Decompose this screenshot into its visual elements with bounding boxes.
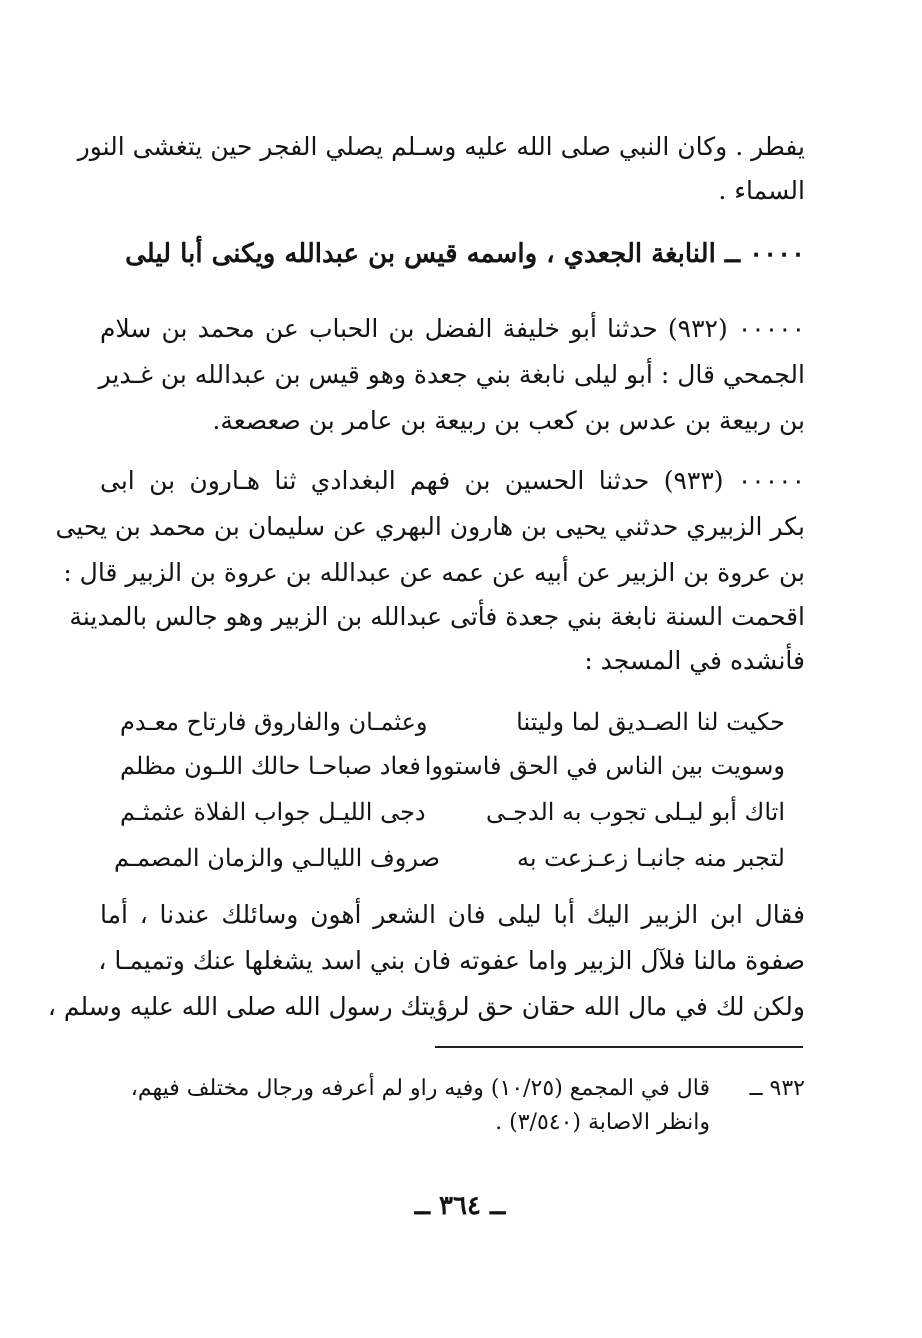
verse-first-hemistich: وسويت بين الناس في الحق فاستووا xyxy=(424,752,785,780)
text-line: صفوة مالنا فلآل الزبير واما عفوته فان بني اسد يشغلها عنك وتميمـا ، xyxy=(98,946,805,975)
text-line: بن ربيعة بن عدس بن كعب بن ربيعة بن عامر بن صعصعة. xyxy=(212,406,805,435)
footnote-line xyxy=(100,1106,805,1140)
footnote-text: وانظر الاصابة (٣/٥٤٠) . xyxy=(495,1110,710,1135)
text-line: ٠٠٠٠٠ (٩٣٢) حدثنا أبو خليفة الفضل بن الحباب عن محمد بن سلام xyxy=(100,314,805,343)
poem-verse xyxy=(120,702,785,742)
footnote-separator xyxy=(435,1046,803,1048)
footnote-line xyxy=(100,1072,805,1106)
text-line: بن عروة بن الزبير عن أبيه عن عمه عن عبدالله بن عروة بن الزبير قال : xyxy=(63,558,805,587)
verse-first-hemistich: حكيت لنا الصـديق لما وليتنا xyxy=(516,708,785,736)
verse-first-hemistich: لتجبر منه جانبـا زعـزعت به xyxy=(516,844,785,872)
verse-second-hemistich: صروف الليالـي والزمان المصمـم xyxy=(114,844,440,872)
verse-first-hemistich: اتاك أبو ليـلى تجوب به الدجـى xyxy=(485,798,785,826)
text-line: اقحمت السنة نابغة بني جعدة فأتى عبدالله بن الزبير وهو جالس بالمدينة xyxy=(69,602,805,631)
verse-second-hemistich: دجى الليـل جواب الفلاة عثمثـم xyxy=(120,798,426,826)
section-heading: ٠٠٠٠ ــ النابغة الجعدي ، واسمه قيس بن عبدالله ويكنى أبا ليلى xyxy=(125,239,805,269)
text-line: ٠٠٠٠٠ (٩٣٣) حدثنا الحسين بن فهم البغدادي ثنا هـارون بن ابى xyxy=(100,466,805,495)
page-number: ــ ٣٦٤ ــ xyxy=(414,1191,506,1221)
text-line: فقال ابن الزبير اليك أبا ليلى فان الشعر أهون وسائلك عندنا ، أما xyxy=(100,900,805,929)
verse-second-hemistich: وعثمـان والفاروق فارتاح معـدم xyxy=(120,708,428,736)
poem-verse xyxy=(114,838,785,878)
footnote-number: ٩٣٢ ــ xyxy=(749,1076,805,1101)
text-line: يفطر . وكان النبي صلى الله عليه وسـلم يصلي الفجر حين يتغشى النور xyxy=(77,132,805,161)
text-line: فأنشده في المسجد : xyxy=(584,646,805,675)
footnote-text: قال في المجمع (١٠/٢٥) وفيه راو لم أعرفه ورجال مختلف فيهم، xyxy=(130,1076,710,1101)
text-line: بكر الزبيري حدثني يحيى بن هارون البهري عن سليمان بن محمد بن يحيى xyxy=(55,512,805,541)
text-line: الجمحي قال : أبو ليلى نابغة بني جعدة وهو قيس بن عبدالله بن غـدير xyxy=(98,360,805,389)
poem-verse xyxy=(120,792,785,832)
text-line: السماء . xyxy=(718,176,805,205)
text-line: ولكن لك في مال الله حقان حق لرؤيتك رسول الله صلى الله عليه وسلم ، xyxy=(47,992,805,1021)
poem-verse xyxy=(120,746,785,786)
verse-second-hemistich: فعاد صباحـا حالك اللـون مظلم xyxy=(120,752,421,780)
